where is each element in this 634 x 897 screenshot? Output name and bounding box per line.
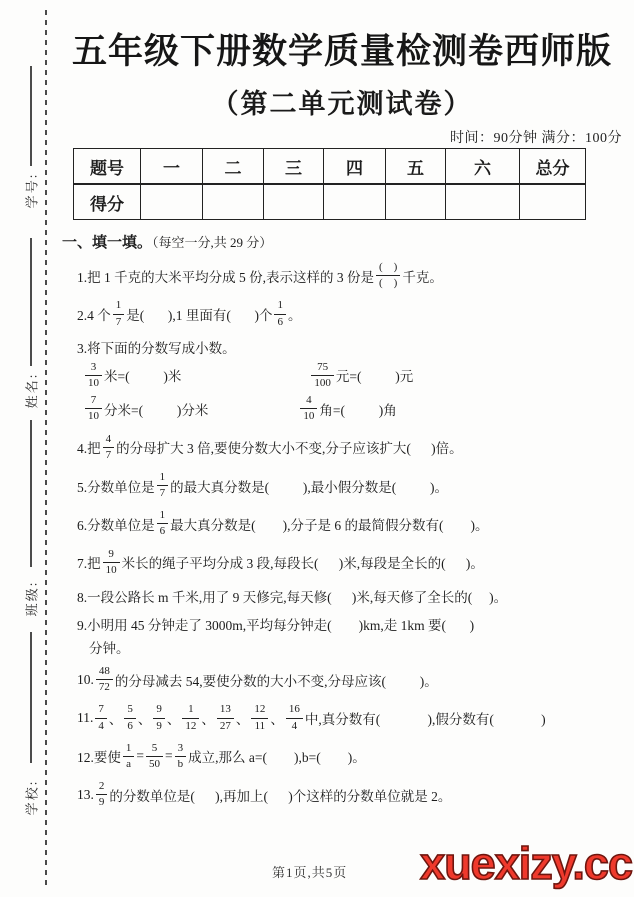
page-subtitle: （第二单元测试卷）: [211, 89, 473, 119]
question-text: 8.一段公路长 m 千米,用了 9 天修完,每天修( )米,每天修了全长的( )。: [77, 589, 508, 605]
spacer: [181, 375, 309, 376]
question-line: [77, 779, 630, 810]
score-table-header-row: [74, 149, 586, 185]
question-text: 4.把: [77, 441, 101, 457]
question-text: 1.把 1 千克的大米平均分成 5 份,表示这样的 3 份是: [77, 269, 374, 285]
question: [77, 337, 630, 425]
fraction: $\frac{7}{4}$: [95, 703, 107, 732]
question-line: [77, 393, 630, 424]
question-line: [77, 432, 630, 463]
question: [77, 547, 630, 578]
score-header-cell: 五: [386, 149, 446, 185]
score-cell: [264, 184, 324, 220]
question-line: [77, 337, 630, 358]
question-line: [77, 508, 630, 539]
question-line: [77, 360, 630, 391]
fraction: $\frac{4}{10}$: [300, 394, 317, 423]
section-heading: [62, 231, 630, 252]
fraction: $\frac{1}{6}$: [157, 509, 169, 538]
score-header-cell: 三: [264, 149, 324, 185]
fraction: $\frac{9}{10}$: [103, 548, 120, 577]
fraction: $\frac{48}{72}$: [96, 665, 113, 694]
score-cell: [446, 184, 520, 220]
question-line: [77, 636, 630, 657]
question-text: 13.: [77, 786, 94, 802]
question: [77, 585, 630, 606]
fraction: $\frac{7}{10}$: [85, 394, 102, 423]
signature-line: [30, 420, 32, 567]
question-text: 、: [235, 712, 250, 728]
fraction: $\frac{13}{27}$: [217, 703, 234, 732]
question-text: 分米=( )分米: [104, 402, 209, 418]
page-number: 第1页,共5页: [272, 865, 348, 880]
fraction: $\frac{1}{a}$: [123, 742, 135, 771]
question-text: 最大真分数是( ),分子是 6 的最简假分数有( )。: [170, 517, 489, 533]
score-header-cell: 六: [446, 149, 520, 185]
question-list: [62, 260, 630, 811]
score-cell: [520, 184, 586, 220]
question-text: 7.把: [77, 556, 101, 572]
question-text: =: [165, 748, 173, 764]
fraction: $\frac{16}{4}$: [286, 703, 303, 732]
fraction: $\frac{5}{50}$: [146, 742, 163, 771]
question-line: [77, 702, 630, 733]
question-line: [77, 741, 630, 772]
fraction: $\frac{75}{100}$: [311, 361, 334, 390]
fraction: $\frac{5}{6}$: [124, 703, 136, 732]
score-header-cell: 总分: [520, 149, 586, 185]
student-name-label: 姓名:: [24, 372, 40, 408]
score-table-value-row: [74, 184, 586, 220]
score-cell: [141, 184, 203, 220]
page-title: 五年级下册数学质量检测卷西师版: [71, 32, 612, 71]
watermark-site-logo: xuexizy.cc: [420, 838, 632, 889]
spacer: [77, 408, 83, 409]
question-text: 6.分数单位是: [77, 517, 155, 533]
question-line: [77, 547, 630, 578]
score-cell: [203, 184, 264, 220]
question-line: [77, 470, 630, 501]
question: [77, 298, 630, 329]
question-text: 的分母减去 54,要使分数的大小不变,分母应该( )。: [114, 673, 438, 689]
question-text: 11.: [77, 710, 94, 726]
question-line: [77, 260, 630, 291]
question-text: 、: [108, 712, 123, 728]
question-text: 、: [166, 712, 181, 728]
fraction: $\frac{9}{9}$: [153, 703, 165, 732]
question-text: 2.4 个: [77, 308, 111, 324]
section-note: （每空一分,共 29 分）: [152, 235, 273, 250]
question: [77, 702, 630, 733]
score-header-cell: 四: [324, 149, 386, 185]
question: [77, 741, 630, 772]
question-text: =: [136, 748, 144, 764]
spacer: [77, 646, 89, 647]
question: [77, 613, 630, 657]
question-line: [77, 298, 630, 329]
question-text: 角=( )角: [319, 402, 397, 418]
fraction: $\frac{3}{b}$: [175, 742, 187, 771]
fraction: $\frac{3}{10}$: [85, 361, 102, 390]
fraction: $\frac{12}{11}$: [251, 703, 268, 732]
question-text: 10.: [77, 671, 94, 687]
section-title: 一、填一填。: [62, 235, 153, 251]
question: [77, 470, 630, 501]
question: [77, 260, 630, 291]
signature-line: [30, 238, 32, 366]
question-text: 元=( )元: [335, 369, 414, 385]
question-text: 千克。: [402, 269, 443, 285]
fraction: $\frac{4}{7}$: [103, 433, 115, 462]
question-text: 12.要使: [77, 750, 121, 766]
question-text: 的分数单位是( ),再加上( )个这样的分数单位就是 2。: [109, 788, 452, 804]
fraction: $\frac{2}{9}$: [96, 780, 108, 809]
score-cell: [386, 184, 446, 220]
question: [77, 779, 630, 810]
question-text: 是( ),1 里面有( )个: [126, 308, 273, 324]
score-row-label: 得分: [74, 184, 141, 220]
time-score-info: 时间：90分钟 满分：100分: [450, 131, 622, 146]
school-label: 学校:: [24, 779, 40, 815]
question-line: [77, 613, 630, 634]
question-text: 、: [137, 712, 152, 728]
score-header-cell: 一: [141, 149, 203, 185]
question-text: 的分母扩大 3 倍,要使分数大小不变,分子应该扩大( )倍。: [116, 441, 463, 457]
question-text: 分钟。: [89, 640, 130, 656]
class-label: 班级:: [24, 580, 40, 616]
spacer: [77, 375, 83, 376]
question-text: 、: [201, 712, 215, 728]
question-text: 、: [270, 712, 284, 728]
signature-line: [30, 66, 32, 166]
question-line: [77, 585, 630, 606]
question: [77, 432, 630, 463]
question: [77, 664, 630, 695]
question-text: 9.小明用 45 分钟走了 3000m,平均每分钟走( )km,走 1km 要( ): [77, 617, 475, 633]
score-table: [73, 148, 586, 220]
seal-dashed-line: [45, 10, 47, 886]
score-cell: [324, 184, 386, 220]
spacer: [208, 408, 298, 409]
score-header-cell: 题号: [74, 149, 141, 185]
fraction: $\frac{1}{12}$: [182, 703, 199, 732]
question-text: 中,真分数有( ),假分数有( ): [304, 712, 546, 728]
fraction: $\frac{1}{7}$: [157, 471, 169, 500]
question-text: 的最大真分数是( ),最小假分数是( )。: [170, 479, 448, 495]
question-text: 米=( )米: [104, 369, 182, 385]
question-line: [77, 664, 630, 695]
fraction: $\frac{1}{6}$: [274, 299, 286, 328]
question-text: 米长的绳子平均分成 3 段,每段长( )米,每段是全长的( )。: [121, 556, 484, 572]
student-id-label: 学号:: [24, 172, 40, 208]
question-text: 3.将下面的分数写成小数。: [77, 341, 236, 357]
signature-line: [30, 632, 32, 763]
fill-in-section: [62, 231, 630, 818]
fraction: $\frac{1}{7}$: [113, 299, 125, 328]
question: [77, 508, 630, 539]
score-header-cell: 二: [203, 149, 264, 185]
question-text: 5.分数单位是: [77, 479, 155, 495]
question-text: 成立,那么 a=( ),b=( )。: [188, 750, 366, 766]
fraction: $\frac{( )}{( )}$: [376, 261, 400, 290]
question-text: 。: [287, 308, 302, 324]
